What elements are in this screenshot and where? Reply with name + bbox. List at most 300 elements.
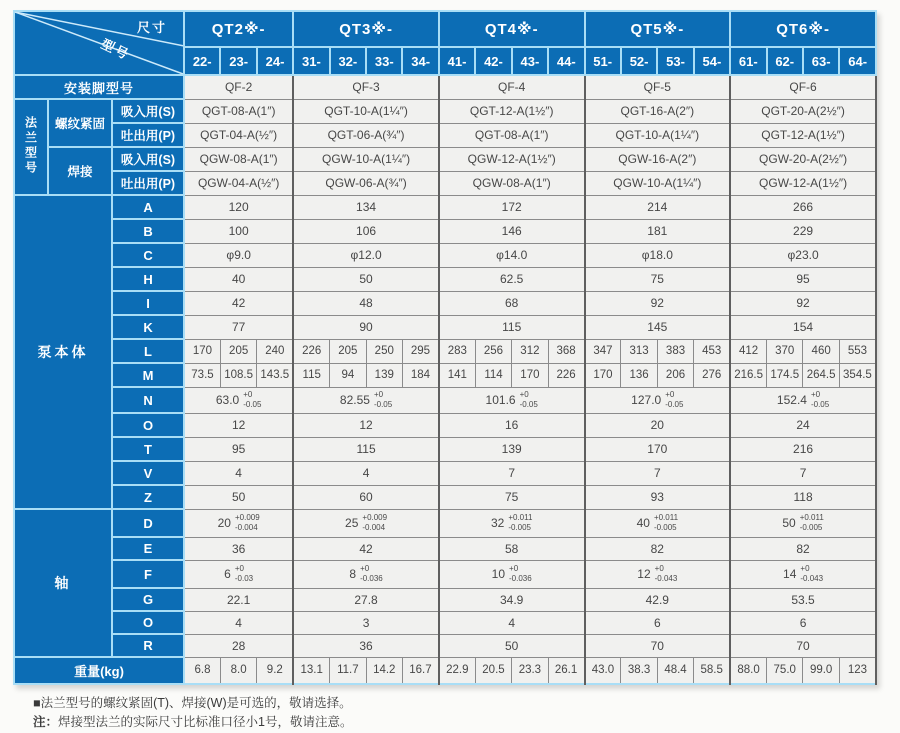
cell-pump-body-A-0: 120 <box>184 195 293 219</box>
tolerance-plus: +0.011 <box>508 513 533 523</box>
cell-pump-body-H-4: 95 <box>730 267 876 291</box>
row-label-shaft-D: D <box>112 509 184 537</box>
cell-shaft-G-0: 22.1 <box>184 588 293 611</box>
row-label-pump-body-H: H <box>112 267 184 291</box>
cell-flange-1-0-0: QGW-08-A(1″) <box>184 147 293 171</box>
cell-pump-body-I-0: 42 <box>184 291 293 315</box>
cell-flange-0-1-4: QGT-12-A(1½″) <box>730 123 876 147</box>
cell-pump-body-V-1: 4 <box>293 461 439 485</box>
cell-pump-body-M-3: 115 <box>293 363 329 387</box>
cell-weight-12: 38.3 <box>621 657 657 684</box>
value-with-tolerance <box>782 513 823 532</box>
tolerance-minus: -0.004 <box>362 523 386 532</box>
table-row <box>14 171 876 195</box>
cell-shaft-D-1 <box>293 509 439 537</box>
cell-pump-body-T-4: 216 <box>730 437 876 461</box>
tolerance-minus: -0.043 <box>800 574 824 583</box>
tolerance-plus: +0 <box>810 390 821 400</box>
cell-shaft-O-2: 4 <box>439 611 585 634</box>
value-with-tolerance <box>492 564 532 583</box>
table-row <box>14 588 876 611</box>
subcol-61: 61- <box>730 47 766 75</box>
cell-shaft-G-4: 53.5 <box>730 588 876 611</box>
cell-weight-2: 9.2 <box>257 657 293 684</box>
cell-flange-0-0-0: QGT-08-A(1″) <box>184 99 293 123</box>
cell-mount-4: QF-6 <box>730 75 876 99</box>
corner-label-size: 尺寸 <box>137 20 168 35</box>
cell-weight-14: 58.5 <box>694 657 730 684</box>
cell-pump-body-M-15: 216.5 <box>730 363 766 387</box>
table-row <box>14 99 876 123</box>
row-label-pump-body-L: L <box>112 339 184 363</box>
cell-shaft-G-1: 27.8 <box>293 588 439 611</box>
footnote-2-text: 焊接型法兰的实际尺寸比标准口径小1号，敬请注意。 <box>58 715 353 730</box>
cell-shaft-E-4: 82 <box>730 537 876 560</box>
cell-pump-body-O-3: 20 <box>585 413 731 437</box>
cell-pump-body-L-17: 460 <box>803 339 839 363</box>
group-header-qt3: QT3※- <box>293 11 439 47</box>
cell-flange-0-0-1: QGT-10-A(1¼″) <box>293 99 439 123</box>
cell-pump-body-I-2: 68 <box>439 291 585 315</box>
cell-flange-1-1-3: QGW-10-A(1¼″) <box>585 171 731 195</box>
cell-shaft-E-2: 58 <box>439 537 585 560</box>
value-with-tolerance <box>491 513 532 532</box>
cell-pump-body-N-1 <box>293 387 439 413</box>
cell-pump-body-L-11: 347 <box>585 339 621 363</box>
tolerance-plus: +0.011 <box>653 513 679 523</box>
tolerance-plus: +0 <box>654 564 664 574</box>
value-with-tolerance <box>486 390 538 409</box>
tolerance-plus: +0 <box>519 390 529 400</box>
subcol-52: 52- <box>621 47 657 75</box>
row-label-shaft-R: R <box>112 634 184 657</box>
cell-pump-body-M-6: 184 <box>402 363 438 387</box>
tolerance-plus: +0 <box>665 390 675 400</box>
cell-pump-body-B-3: 181 <box>585 219 731 243</box>
cell-shaft-D-4 <box>730 509 876 537</box>
tolerance-minus: -0.036 <box>509 574 532 583</box>
row-label-pump-body-A: A <box>112 195 184 219</box>
cell-pump-body-T-1: 115 <box>293 437 439 461</box>
cell-pump-body-L-10: 368 <box>548 339 584 363</box>
cell-weight-18: 123 <box>839 657 876 684</box>
cell-flange-1-1-4: QGW-12-A(1½″) <box>730 171 876 195</box>
cell-shaft-O-0: 4 <box>184 611 293 634</box>
value-with-tolerance <box>637 564 677 583</box>
flange-row-suction: 吸入用(S) <box>112 99 184 123</box>
cell-weight-8: 20.5 <box>475 657 511 684</box>
cell-pump-body-L-12: 313 <box>621 339 657 363</box>
cell-pump-body-Z-1: 60 <box>293 485 439 509</box>
cell-pump-body-M-14: 276 <box>694 363 730 387</box>
cell-pump-body-O-1: 12 <box>293 413 439 437</box>
cell-pump-body-L-0: 170 <box>184 339 220 363</box>
cell-pump-body-L-3: 226 <box>293 339 329 363</box>
value-with-tolerance <box>216 390 262 409</box>
tolerance <box>655 564 678 583</box>
cell-shaft-R-0: 28 <box>184 634 293 657</box>
mount-foot-label: 安装脚型号 <box>14 75 184 99</box>
cell-weight-15: 88.0 <box>730 657 766 684</box>
cell-pump-body-K-2: 115 <box>439 315 585 339</box>
cell-shaft-R-2: 50 <box>439 634 585 657</box>
cell-pump-body-V-3: 7 <box>585 461 731 485</box>
cell-pump-body-I-1: 48 <box>293 291 439 315</box>
cell-pump-body-M-2: 143.5 <box>257 363 293 387</box>
tolerance <box>800 513 824 532</box>
row-label-shaft-O: O <box>112 611 184 634</box>
cell-shaft-R-4: 70 <box>730 634 876 657</box>
base-value: 25 <box>345 516 359 530</box>
base-value: 8 <box>349 567 357 581</box>
subcol-31: 31- <box>293 47 329 75</box>
cell-pump-body-A-3: 214 <box>585 195 731 219</box>
cell-pump-body-L-5: 250 <box>366 339 402 363</box>
cell-shaft-F-4 <box>730 560 876 588</box>
cell-weight-11: 43.0 <box>585 657 621 684</box>
tolerance-minus: -0.05 <box>519 400 538 409</box>
cell-shaft-R-1: 36 <box>293 634 439 657</box>
cell-pump-body-Z-4: 118 <box>730 485 876 509</box>
cell-pump-body-V-4: 7 <box>730 461 876 485</box>
row-label-pump-body-N: N <box>112 387 184 413</box>
footnote-1-marker: ■ <box>33 696 41 710</box>
tolerance <box>665 390 683 409</box>
tolerance <box>508 513 532 532</box>
flange-model-label <box>14 99 48 195</box>
cell-pump-body-C-2: φ14.0 <box>439 243 585 267</box>
cell-pump-body-C-1: φ12.0 <box>293 243 439 267</box>
cell-pump-body-L-4: 205 <box>330 339 366 363</box>
subcol-54: 54- <box>694 47 730 75</box>
base-value: 50 <box>782 516 796 530</box>
cell-shaft-F-1 <box>293 560 439 588</box>
table-row <box>14 339 876 363</box>
cell-pump-body-L-2: 240 <box>257 339 293 363</box>
tolerance-plus: +0 <box>509 564 519 574</box>
table-row <box>14 437 876 461</box>
table-row <box>14 195 876 219</box>
cell-weight-9: 23.3 <box>512 657 548 684</box>
cell-pump-body-Z-3: 93 <box>585 485 731 509</box>
cell-flange-1-0-4: QGW-20-A(2½″) <box>730 147 876 171</box>
cell-pump-body-T-2: 139 <box>439 437 585 461</box>
group-header-qt4: QT4※- <box>439 11 585 47</box>
base-value: 6 <box>224 567 231 581</box>
cell-flange-1-1-0: QGW-04-A(½″) <box>184 171 293 195</box>
tolerance-plus: +0.011 <box>799 513 824 523</box>
cell-pump-body-O-4: 24 <box>730 413 876 437</box>
weight-label: 重量(kg) <box>14 657 184 684</box>
cell-weight-17: 99.0 <box>803 657 839 684</box>
cell-mount-2: QF-4 <box>439 75 585 99</box>
subcol-33: 33- <box>366 47 402 75</box>
tolerance-minus: -0.05 <box>373 400 393 409</box>
tolerance-minus: -0.005 <box>508 523 531 532</box>
tolerance <box>362 513 387 532</box>
cell-pump-body-Z-2: 75 <box>439 485 585 509</box>
flange-row-discharge: 吐出用(P) <box>112 123 184 147</box>
pump-body-label: 泵本体 <box>14 195 112 509</box>
cell-flange-0-1-0: QGT-04-A(½″) <box>184 123 293 147</box>
tolerance <box>800 564 823 583</box>
subcol-44: 44- <box>548 47 584 75</box>
tolerance-minus: -0.05 <box>665 400 684 409</box>
cell-pump-body-A-4: 266 <box>730 195 876 219</box>
value-with-tolerance <box>631 390 683 409</box>
base-value: 12 <box>637 567 651 581</box>
cell-flange-1-0-3: QGW-16-A(2″) <box>585 147 731 171</box>
base-value: 32 <box>490 516 505 530</box>
cell-flange-1-0-1: QGW-10-A(1¼″) <box>293 147 439 171</box>
cell-weight-7: 22.9 <box>439 657 475 684</box>
cell-shaft-F-0 <box>184 560 293 588</box>
cell-pump-body-H-0: 40 <box>184 267 293 291</box>
cell-weight-0: 6.8 <box>184 657 220 684</box>
corner-label-model: 型号 <box>98 36 133 63</box>
tolerance-plus: +0 <box>373 390 384 400</box>
cell-shaft-F-3 <box>585 560 731 588</box>
row-label-shaft-F: F <box>112 560 184 588</box>
cell-pump-body-M-18: 354.5 <box>839 363 876 387</box>
cell-flange-1-1-1: QGW-06-A(¾″) <box>293 171 439 195</box>
cell-weight-5: 14.2 <box>366 657 402 684</box>
subcol-63: 63- <box>803 47 839 75</box>
value-with-tolerance <box>349 564 382 583</box>
cell-pump-body-B-0: 100 <box>184 219 293 243</box>
subcol-23: 23- <box>220 47 256 75</box>
cell-mount-3: QF-5 <box>585 75 731 99</box>
tolerance-minus: -0.043 <box>654 574 678 583</box>
value-with-tolerance <box>777 390 829 409</box>
table-row <box>14 267 876 291</box>
tolerance-minus: -0.005 <box>799 523 823 532</box>
cell-pump-body-C-4: φ23.0 <box>730 243 876 267</box>
table-row <box>14 123 876 147</box>
table-body <box>14 11 876 684</box>
cell-pump-body-M-0: 73.5 <box>184 363 220 387</box>
cell-flange-0-1-1: QGT-06-A(¾″) <box>293 123 439 147</box>
tolerance-plus: +0.009 <box>234 513 260 523</box>
cell-pump-body-L-14: 453 <box>694 339 730 363</box>
shaft-label: 轴 <box>14 509 112 657</box>
cell-weight-13: 48.4 <box>657 657 693 684</box>
tolerance <box>235 564 253 583</box>
tolerance-minus: -0.005 <box>653 523 677 532</box>
row-label-shaft-G: G <box>112 588 184 611</box>
table-row <box>14 509 876 537</box>
tolerance-plus: +0 <box>360 564 370 574</box>
cell-pump-body-N-0 <box>184 387 293 413</box>
tolerance-minus: -0.03 <box>234 574 254 583</box>
row-label-pump-body-T: T <box>112 437 184 461</box>
cell-pump-body-M-5: 139 <box>366 363 402 387</box>
cell-pump-body-K-4: 154 <box>730 315 876 339</box>
subcol-53: 53- <box>657 47 693 75</box>
cell-weight-3: 13.1 <box>293 657 329 684</box>
base-value: 14 <box>783 567 797 581</box>
cell-pump-body-M-16: 174.5 <box>767 363 803 387</box>
subcol-41: 41- <box>439 47 475 75</box>
value-with-tolerance <box>345 513 387 532</box>
table-row <box>14 387 876 413</box>
cell-pump-body-O-2: 16 <box>439 413 585 437</box>
cell-pump-body-K-3: 145 <box>585 315 731 339</box>
cell-pump-body-M-11: 170 <box>585 363 621 387</box>
tolerance-plus: +0 <box>800 564 810 574</box>
cell-pump-body-M-13: 206 <box>657 363 693 387</box>
row-label-pump-body-O: O <box>112 413 184 437</box>
cell-pump-body-H-1: 50 <box>293 267 439 291</box>
cell-flange-0-1-3: QGT-10-A(1¼″) <box>585 123 731 147</box>
footnotes <box>13 694 887 733</box>
subcol-32: 32- <box>330 47 366 75</box>
cell-pump-body-M-4: 94 <box>330 363 366 387</box>
flange-row-suction: 吸入用(S) <box>112 147 184 171</box>
flange-row-discharge: 吐出用(P) <box>112 171 184 195</box>
cell-pump-body-L-9: 312 <box>512 339 548 363</box>
cell-shaft-O-4: 6 <box>730 611 876 634</box>
cell-pump-body-L-13: 383 <box>657 339 693 363</box>
group-header-qt6: QT6※- <box>730 11 876 47</box>
row-label-pump-body-V: V <box>112 461 184 485</box>
row-label-pump-body-I: I <box>112 291 184 315</box>
table-row <box>14 363 876 387</box>
subcol-64: 64- <box>839 47 876 75</box>
cell-weight-10: 26.1 <box>548 657 584 684</box>
table-row <box>14 315 876 339</box>
cell-pump-body-N-4 <box>730 387 876 413</box>
tolerance <box>374 390 392 409</box>
table-row <box>14 657 876 684</box>
cell-pump-body-I-4: 92 <box>730 291 876 315</box>
cell-pump-body-M-7: 141 <box>439 363 475 387</box>
row-label-pump-body-K: K <box>112 315 184 339</box>
subcol-24: 24- <box>257 47 293 75</box>
tolerance-minus: -0.05 <box>810 400 830 409</box>
cell-flange-0-0-4: QGT-20-A(2½″) <box>730 99 876 123</box>
base-value: 101.6 <box>485 393 516 407</box>
cell-pump-body-N-3 <box>585 387 731 413</box>
table-row <box>14 485 876 509</box>
cell-shaft-F-2 <box>439 560 585 588</box>
cell-pump-body-M-1: 108.5 <box>220 363 256 387</box>
subcol-22: 22- <box>184 47 220 75</box>
cell-shaft-O-1: 3 <box>293 611 439 634</box>
value-with-tolerance <box>637 513 678 532</box>
table-row <box>14 11 876 47</box>
row-label-pump-body-Z: Z <box>112 485 184 509</box>
flange-section-welded: 焊接 <box>48 147 112 195</box>
tolerance <box>654 513 678 532</box>
value-with-tolerance <box>224 564 253 583</box>
footnote-2 <box>33 713 887 732</box>
tolerance <box>235 513 260 532</box>
table-row <box>14 537 876 560</box>
row-label-pump-body-C: C <box>112 243 184 267</box>
base-value: 82.55 <box>339 393 370 407</box>
cell-shaft-D-0 <box>184 509 293 537</box>
cell-mount-0: QF-2 <box>184 75 293 99</box>
cell-pump-body-L-7: 283 <box>439 339 475 363</box>
subcol-34: 34- <box>402 47 438 75</box>
table-row <box>14 243 876 267</box>
table-row <box>14 560 876 588</box>
table-row <box>14 219 876 243</box>
cell-shaft-E-0: 36 <box>184 537 293 560</box>
row-label-pump-body-B: B <box>112 219 184 243</box>
cell-pump-body-B-1: 106 <box>293 219 439 243</box>
cell-shaft-E-1: 42 <box>293 537 439 560</box>
cell-shaft-D-3 <box>585 509 731 537</box>
cell-pump-body-M-12: 136 <box>621 363 657 387</box>
cell-pump-body-O-0: 12 <box>184 413 293 437</box>
tolerance-minus: -0.004 <box>234 523 258 532</box>
cell-pump-body-C-0: φ9.0 <box>184 243 293 267</box>
cell-pump-body-T-3: 170 <box>585 437 731 461</box>
cell-shaft-E-3: 82 <box>585 537 731 560</box>
base-value: 40 <box>636 516 650 530</box>
subcol-62: 62- <box>767 47 803 75</box>
table-row <box>14 634 876 657</box>
cell-flange-0-1-2: QGT-08-A(1″) <box>439 123 585 147</box>
cell-pump-body-N-2 <box>439 387 585 413</box>
cell-pump-body-M-10: 226 <box>548 363 584 387</box>
cell-pump-body-L-15: 412 <box>730 339 766 363</box>
cell-pump-body-I-3: 92 <box>585 291 731 315</box>
cell-flange-1-0-2: QGW-12-A(1½″) <box>439 147 585 171</box>
flange-section-threaded: 螺纹紧固 <box>48 99 112 147</box>
cell-pump-body-Z-0: 50 <box>184 485 293 509</box>
footnote-1-text: 法兰型号的螺纹紧固(T)、焊接(W)是可选的，敬请选择。 <box>40 696 352 710</box>
cell-flange-0-0-2: QGT-12-A(1½″) <box>439 99 585 123</box>
subcol-42: 42- <box>475 47 511 75</box>
table-row <box>14 291 876 315</box>
cell-pump-body-A-2: 172 <box>439 195 585 219</box>
value-with-tolerance <box>783 564 823 583</box>
tolerance <box>509 564 532 583</box>
cell-shaft-O-3: 6 <box>585 611 731 634</box>
row-label-pump-body-M: M <box>112 363 184 387</box>
cell-pump-body-M-9: 170 <box>512 363 548 387</box>
cell-pump-body-V-0: 4 <box>184 461 293 485</box>
base-value: 10 <box>491 567 506 581</box>
base-value: 127.0 <box>631 393 662 407</box>
subcol-43: 43- <box>512 47 548 75</box>
cell-shaft-D-2 <box>439 509 585 537</box>
cell-pump-body-M-17: 264.5 <box>803 363 839 387</box>
cell-pump-body-C-3: φ18.0 <box>585 243 731 267</box>
cell-weight-4: 11.7 <box>330 657 366 684</box>
cell-pump-body-L-8: 256 <box>475 339 511 363</box>
flange-model-label-text: 法兰型号 <box>23 115 38 176</box>
base-value: 152.4 <box>776 393 807 407</box>
cell-pump-body-B-4: 229 <box>730 219 876 243</box>
tolerance-plus: +0.009 <box>362 513 388 523</box>
subcol-51: 51- <box>585 47 621 75</box>
footnote-2-marker: 注： <box>33 715 59 730</box>
cell-pump-body-L-18: 553 <box>839 339 876 363</box>
tolerance-plus: +0 <box>234 564 244 574</box>
tolerance <box>360 564 383 583</box>
cell-weight-1: 8.0 <box>220 657 256 684</box>
cell-shaft-G-3: 42.9 <box>585 588 731 611</box>
table-row <box>14 75 876 99</box>
cell-pump-body-K-0: 77 <box>184 315 293 339</box>
cell-flange-1-1-2: QGW-08-A(1″) <box>439 171 585 195</box>
cell-weight-16: 75.0 <box>767 657 803 684</box>
cell-pump-body-K-1: 90 <box>293 315 439 339</box>
